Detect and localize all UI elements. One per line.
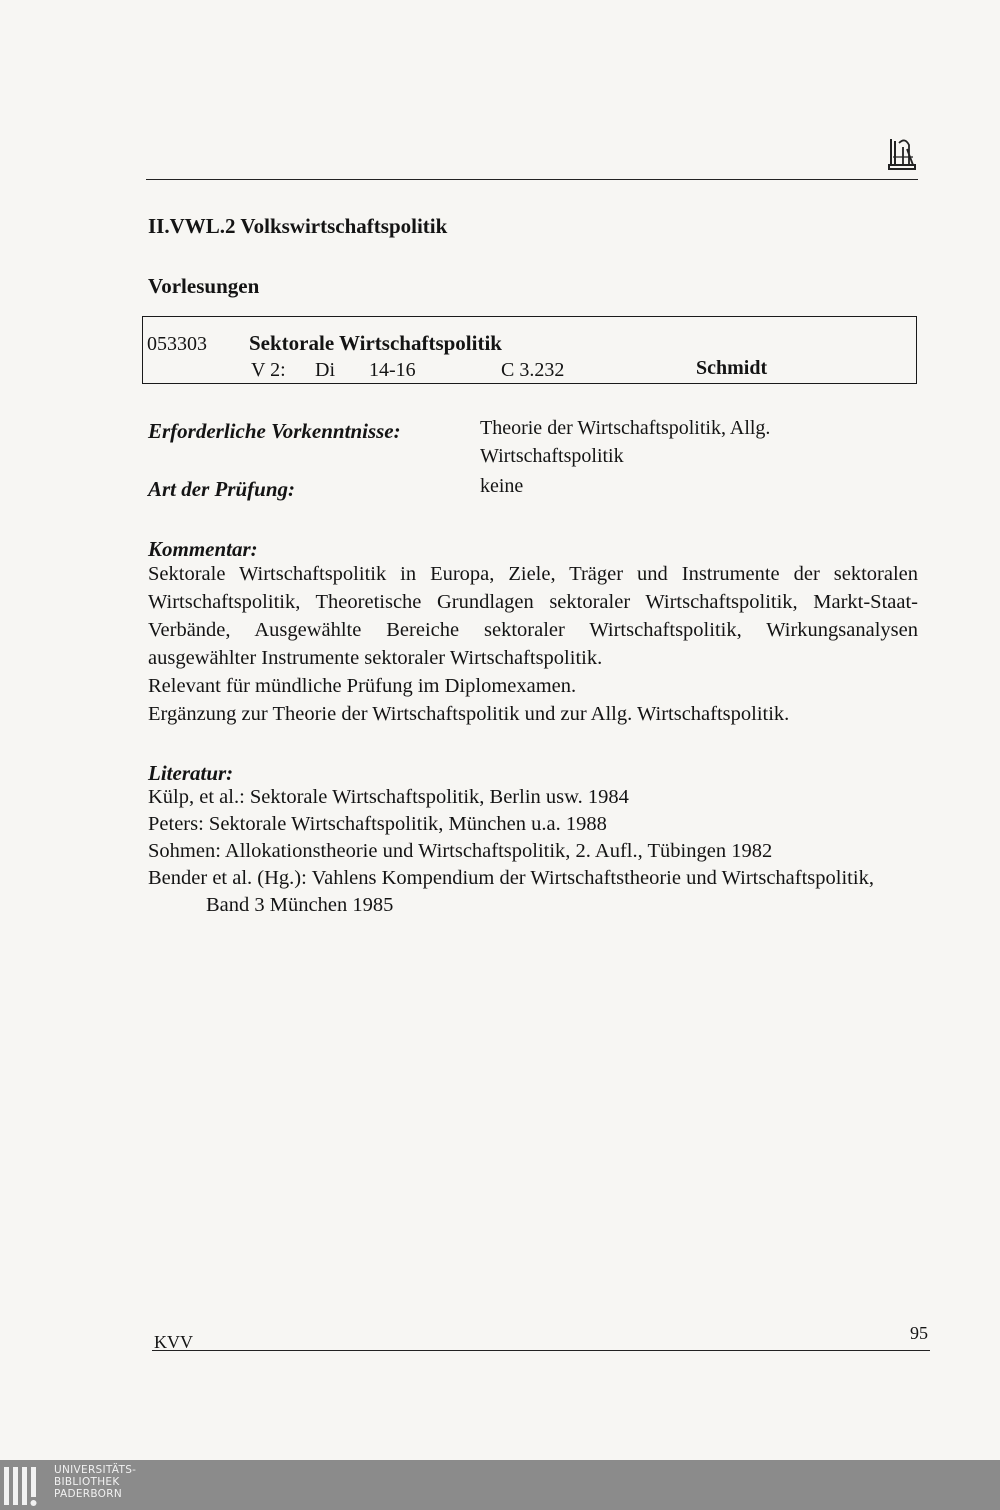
section-title: II.VWL.2 Volkswirtschaftspolitik: [148, 214, 448, 238]
commentary-line2: Relevant für mündliche Prüfung im Diplomexamen.: [148, 675, 577, 697]
course-lecturer: Schmidt: [696, 357, 768, 379]
library-logo-icon: [2, 1465, 46, 1507]
literature-label: Literatur:: [148, 761, 234, 785]
library-name-line3: PADERBORN: [54, 1488, 122, 1500]
course-box: [142, 316, 917, 384]
literature-item-continuation: Band 3 München 1985: [206, 894, 394, 916]
literature-item: Sohmen: Allokationstheorie und Wirtschaftspolitik, 2. Aufl., Tübingen 1982: [148, 840, 773, 862]
requirements-value-line1: Theorie der Wirtschaftspolitik, Allg.: [480, 417, 771, 439]
literature-item: Bender et al. (Hg.): Vahlens Kompendium der Wirtschaftstheorie und Wirtschaftspolitik,: [148, 867, 874, 889]
requirements-label: Erforderliche Vorkenntnisse:: [148, 419, 401, 443]
course-room: C 3.232: [501, 359, 565, 381]
literature-list: [148, 784, 918, 919]
footer-label: KVV: [154, 1332, 193, 1352]
library-name-line1: UNIVERSITÄTS-: [54, 1464, 137, 1476]
header-rule: [146, 179, 918, 180]
literature-item: Külp, et al.: Sektorale Wirtschaftspolitik, Berlin usw. 1984: [148, 786, 629, 808]
commentary-text: Sektorale Wirtschaftspolitik in Europa, Ziele, Träger und Instrumente der sektoralen Wirtschaftspolitik, Theoretische Grundlagen sektoraler Wirtschaftspolitik, Markt-Staat-Verbände, Ausgewählte Bereiche sektoraler Wirtschaftspolitik, Wirkungsanalysen ausgewählter Instrumente sektoraler Wirtschaftspolitik.: [148, 563, 918, 669]
course-day: Di: [315, 359, 335, 381]
exam-value: keine: [480, 475, 524, 497]
literature-item: Peters: Sektorale Wirtschaftspolitik, München u.a. 1988: [148, 813, 607, 835]
course-number: 053303: [147, 333, 207, 355]
footer-rule: [152, 1350, 930, 1351]
course-time: 14-16: [369, 359, 416, 381]
book-logo-icon: [885, 135, 919, 171]
library-name: [54, 1464, 136, 1500]
commentary-body: [148, 560, 918, 728]
requirements-value-line2: Wirtschaftspolitik: [480, 445, 624, 467]
library-banner: [0, 1460, 1000, 1510]
exam-label: Art der Prüfung:: [148, 477, 296, 501]
section-subtitle: Vorlesungen: [148, 274, 260, 298]
page-number: 95: [910, 1323, 928, 1343]
course-title: Sektorale Wirtschaftspolitik: [249, 331, 502, 355]
commentary-label: Kommentar:: [148, 537, 258, 561]
course-type: V 2:: [251, 359, 286, 381]
commentary-line3: Ergänzung zur Theorie der Wirtschaftspolitik und zur Allg. Wirtschaftspolitik.: [148, 703, 790, 725]
library-name-line2: BIBLIOTHEK: [54, 1476, 120, 1488]
